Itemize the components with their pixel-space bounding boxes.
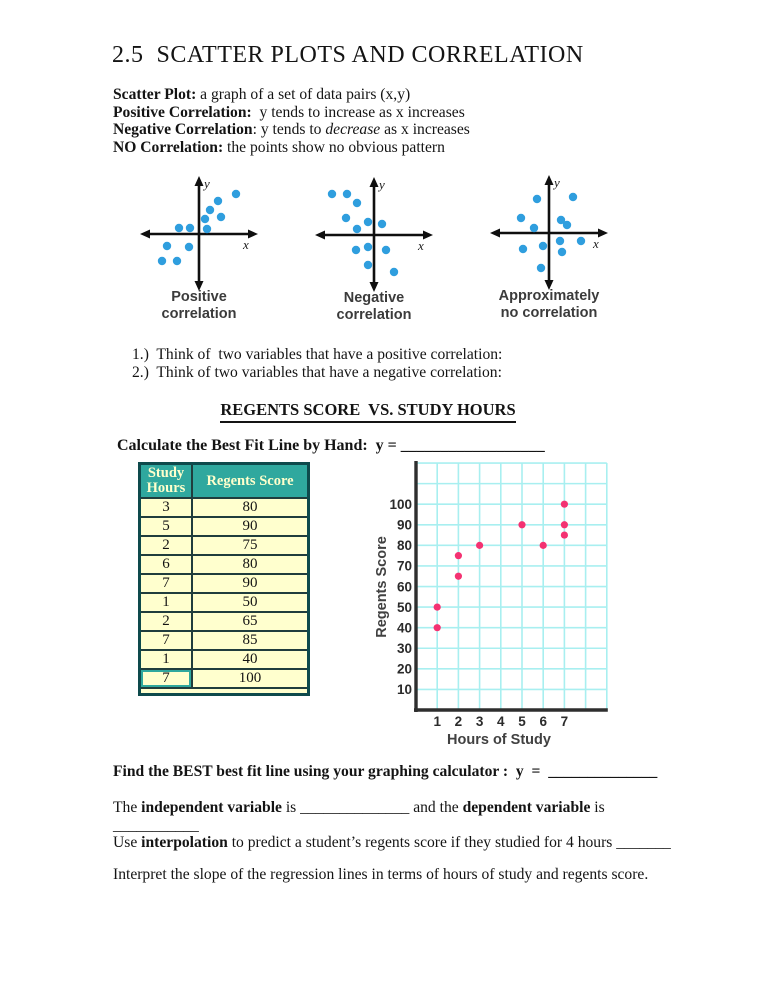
cell-study-hours: 7: [140, 574, 193, 593]
data-point: [434, 604, 441, 611]
text-segment: is: [590, 799, 609, 816]
text-segment: : y tends to: [252, 121, 326, 138]
text-line: 2.) Think of two variables that have a negative correlation:: [132, 364, 502, 381]
text-line: [113, 139, 633, 157]
data-point: [455, 552, 462, 559]
cell-regents-score: 50: [192, 593, 309, 612]
arrow-right-icon: [248, 230, 258, 239]
data-point: [476, 542, 483, 549]
cell-study-hours: 1: [140, 593, 193, 612]
table-row: [140, 555, 309, 574]
x-tick-label: 6: [539, 714, 547, 729]
cell-study-hours: 2: [140, 536, 193, 555]
data-point: [517, 214, 525, 222]
mini-plot-negative: [312, 176, 436, 294]
figure-caption-line: Positive: [171, 289, 227, 305]
y-tick-label: 60: [396, 579, 412, 595]
text-segment: dependent variable: [462, 799, 591, 816]
data-point: [353, 199, 361, 207]
cell-study-hours: 5: [140, 517, 193, 536]
y-axis-letter: y: [554, 175, 560, 190]
x-tick-label: 3: [475, 714, 484, 729]
cell-regents-score: 75: [192, 536, 309, 555]
data-point: [364, 218, 372, 226]
text-segment: Calculate the Best Fit Line by Hand: y =: [117, 437, 401, 454]
data-point: [537, 264, 545, 272]
scatter-chart: [370, 455, 660, 755]
mini-plot-label-positive: [109, 289, 289, 322]
data-point: [158, 257, 166, 265]
data-point: [353, 225, 361, 233]
text-segment: as x increases: [380, 121, 470, 138]
data-point: [455, 573, 462, 580]
data-point: [328, 190, 336, 198]
cell-regents-score: 40: [192, 650, 309, 669]
figure-caption-line: Negative: [343, 290, 405, 306]
table-row: [140, 669, 309, 688]
text-segment: decrease: [325, 121, 381, 138]
text-segment: a graph of a set of data pairs (x,y): [196, 86, 411, 103]
data-point: [185, 243, 193, 251]
data-point: [342, 214, 350, 222]
cell-study-hours: 3: [140, 498, 193, 517]
data-point: [382, 246, 390, 254]
y-tick-label: 10: [396, 682, 412, 698]
text-segment: and the: [409, 799, 463, 816]
chart-grid: [416, 463, 607, 710]
data-point: [217, 213, 225, 221]
x-tick-label: 2: [454, 714, 463, 729]
data-point: [352, 246, 360, 254]
table-pad-cell: [140, 688, 309, 695]
page-title: 2.5 SCATTER PLOTS AND CORRELATION: [112, 42, 584, 68]
y-tick-label: 90: [396, 517, 412, 533]
x-axis-letter: x: [593, 236, 599, 251]
data-point: [563, 221, 571, 229]
text-segment: to predict a student’s regents score if they studied for 4 hours: [227, 834, 617, 851]
cell-study-hours: 6: [140, 555, 193, 574]
mini-plot-no-correlation: [487, 174, 611, 292]
col-header-study-hours: Study Hours: [140, 464, 193, 499]
y-tick-label: 70: [396, 558, 412, 574]
text-segment: Scatter Plot:: [113, 86, 197, 103]
y-tick-label: 100: [389, 497, 412, 512]
x-axis-letter: x: [418, 238, 424, 253]
arrow-up-icon: [370, 177, 379, 187]
y-tick-label: 30: [396, 641, 412, 657]
data-point: [390, 268, 398, 276]
text-line: 1.) Think of two variables that have a positive correlation:: [132, 346, 503, 363]
mini-plot-label-negative: [284, 290, 464, 323]
x-tick-label: 4: [497, 714, 505, 729]
table-header-row: [140, 464, 309, 499]
figure-caption-line: no correlation: [500, 304, 598, 321]
cell-regents-score: 90: [192, 517, 309, 536]
text-segment: the points show no obvious pattern: [223, 138, 445, 156]
text-segment: y tends to increase as x increases: [251, 103, 465, 121]
interpret-slope-line: [113, 866, 673, 884]
data-point: [530, 224, 538, 232]
calc-best-fit-line: [117, 437, 677, 455]
arrow-left-icon: [315, 231, 325, 240]
text-segment: NO Correlation:: [113, 138, 224, 156]
data-point: [561, 531, 568, 538]
data-point: [206, 206, 214, 214]
text-segment: _______: [616, 834, 671, 851]
x-tick-label: 7: [560, 714, 569, 729]
text-segment: Interpret the slope of the regression lines in terms of hours of study and regents score.: [113, 866, 649, 883]
data-point: [173, 257, 181, 265]
independent-dependent-line: [113, 799, 673, 835]
data-point: [364, 243, 372, 251]
cell-regents-score: 80: [192, 498, 309, 517]
mini-plot-positive: [137, 175, 261, 293]
table-row: [140, 612, 309, 631]
text-segment: Find the BEST best fit line using your graphing calculator : y =: [113, 763, 549, 780]
y-tick-label: 50: [396, 599, 412, 615]
table-row: [140, 498, 309, 517]
figure-caption-line: correlation: [336, 306, 412, 323]
data-point: [214, 197, 222, 205]
text-line: [113, 121, 633, 139]
table-row: [140, 631, 309, 650]
arrow-up-icon: [545, 175, 554, 185]
table-head: [140, 464, 309, 499]
y-tick-label: 20: [396, 661, 412, 677]
text-segment: Negative Correlation: [113, 121, 253, 138]
text-segment: ______________: [300, 799, 410, 816]
cell-regents-score: 65: [192, 612, 309, 631]
arrow-up-icon: [195, 176, 204, 186]
mini-plot-label-no-correlation: [459, 288, 639, 321]
cell-regents-score: 100: [192, 669, 309, 688]
text-line: [113, 104, 633, 122]
chart-ylabel: Regents Score: [374, 536, 390, 638]
data-point: [186, 224, 194, 232]
table-row: [140, 593, 309, 612]
data-point: [561, 521, 568, 528]
table-row: [140, 517, 309, 536]
arrow-right-icon: [598, 229, 608, 238]
data-point: [540, 542, 547, 549]
data-point: [519, 245, 527, 253]
text-segment: ___________: [113, 817, 199, 834]
arrow-left-icon: [490, 229, 500, 238]
table-row: [140, 574, 309, 593]
data-point: [434, 624, 441, 631]
text-segment: __________________: [400, 437, 545, 454]
table-body: [140, 498, 309, 695]
cell-study-hours: 1: [140, 650, 193, 669]
data-point: [343, 190, 351, 198]
text-segment: The: [113, 799, 142, 816]
text-segment: is: [281, 799, 301, 816]
data-point: [364, 261, 372, 269]
y-axis-letter: y: [204, 176, 210, 191]
chart-xlabel: Hours of Study: [447, 732, 551, 748]
y-tick-label: 80: [396, 538, 412, 554]
data-point: [175, 224, 183, 232]
x-tick-label: 5: [518, 714, 526, 729]
data-point: [201, 215, 209, 223]
data-point: [518, 521, 525, 528]
text-segment: independent variable: [141, 799, 282, 816]
x-axis-letter: x: [243, 237, 249, 252]
study-hours-table: [138, 462, 310, 696]
cell-study-hours: 7: [140, 669, 193, 688]
table-pad-row: [140, 688, 309, 695]
x-tick-label: 1: [433, 714, 441, 729]
y-axis-letter: y: [379, 177, 385, 192]
figure-caption-line: Approximately: [498, 288, 600, 304]
data-point: [533, 195, 541, 203]
figure-caption-line: correlation: [161, 305, 237, 322]
table-row: [140, 650, 309, 669]
cell-regents-score: 90: [192, 574, 309, 593]
data-point: [203, 225, 211, 233]
cell-study-hours: 7: [140, 631, 193, 650]
questions-block: [132, 346, 652, 382]
data-point: [569, 193, 577, 201]
interpolation-line: [113, 834, 673, 852]
data-point: [163, 242, 171, 250]
data-point: [232, 190, 240, 198]
text-segment: interpolation: [141, 834, 228, 851]
data-point: [556, 237, 564, 245]
cell-regents-score: 85: [192, 631, 309, 650]
cell-study-hours: 2: [140, 612, 193, 631]
find-best-fit-line: [113, 763, 673, 781]
data-point: [539, 242, 547, 250]
cell-regents-score: 80: [192, 555, 309, 574]
arrow-left-icon: [140, 230, 150, 239]
col-header-regents-score: Regents Score: [192, 464, 309, 499]
text-segment: Positive Correlation:: [113, 103, 252, 121]
data-point: [558, 248, 566, 256]
text-line: [113, 86, 633, 104]
y-tick-label: 40: [396, 620, 412, 636]
data-point: [378, 220, 386, 228]
arrow-right-icon: [423, 231, 433, 240]
definitions-block: [113, 86, 633, 156]
table-row: [140, 536, 309, 555]
data-point: [561, 501, 568, 508]
text-segment: Use: [113, 834, 142, 851]
section-heading-wrap: [84, 400, 652, 423]
text-segment: ______________: [548, 763, 658, 780]
section-heading: REGENTS SCORE VS. STUDY HOURS: [220, 400, 515, 423]
data-point: [577, 237, 585, 245]
